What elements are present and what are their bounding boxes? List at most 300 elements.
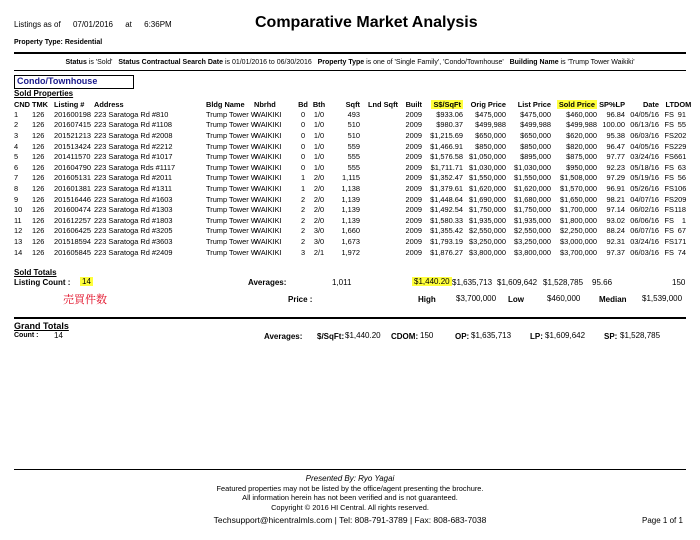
col-header: Sqft <box>345 100 360 109</box>
criteria-ptype-text: is one of 'Single Family', 'Condo/Townhouse' <box>364 59 504 66</box>
table-cell: $3,800,000 <box>514 247 551 257</box>
table-cell: Trump Tower W <box>206 120 258 130</box>
page-title: Comparative Market Analysis <box>255 14 478 31</box>
table-cell: Trump Tower W <box>206 109 258 119</box>
table-cell: 223 Saratoga Rd #2409 <box>94 247 173 257</box>
sold-totals-heading: Sold Totals <box>14 268 57 277</box>
table-cell: Trump Tower W <box>206 183 258 193</box>
table-cell: 1,139 <box>341 215 360 225</box>
table-cell: $850,000 <box>475 141 506 151</box>
table-cell: 559 <box>347 141 360 151</box>
section-label: Condo/Townhouse <box>17 76 98 86</box>
grand-lp-label: LP: <box>530 332 543 341</box>
table-cell: 1/0 <box>313 152 325 162</box>
table-cell <box>360 247 398 258</box>
table-cell: 1 <box>300 173 306 183</box>
table-cell: 209 <box>674 194 687 204</box>
table-cell: $475,000 <box>475 109 506 119</box>
presented-by: Presented By: Ryo Yagai <box>305 474 395 483</box>
col-header: List Price <box>517 100 551 109</box>
table-cell: $933.06 <box>436 109 463 119</box>
col-header: Bldg Name <box>206 100 245 109</box>
table-cell: $3,000,000 <box>560 236 597 246</box>
table-cell: $1,492.54 <box>430 205 463 215</box>
table-cell: 0 <box>300 120 306 130</box>
table-cell: $3,250,000 <box>469 236 506 246</box>
table-cell: 0 <box>300 162 306 172</box>
table-cell: $1,711.71 <box>430 162 463 172</box>
table-cell: 201601381 <box>54 183 91 193</box>
table-cell: 4 <box>14 141 19 151</box>
table-cell: $1,800,000 <box>560 215 597 225</box>
table-cell: 2 <box>300 236 306 246</box>
divider <box>14 317 686 319</box>
criteria-status-text: is 'Sold' <box>86 59 113 66</box>
table-cell: FS <box>664 194 674 204</box>
col-header: Built <box>405 100 422 109</box>
table-body <box>14 109 686 257</box>
table-cell: 8 <box>14 183 19 193</box>
table-cell: 98.21 <box>606 194 625 204</box>
table-row <box>14 109 686 120</box>
table-cell: $1,750,000 <box>469 205 506 215</box>
table-cell: 1 <box>681 215 686 225</box>
grand-cdom-label: CDOM: <box>391 332 419 341</box>
table-cell: WAIKIKI <box>254 162 282 172</box>
grand-ssqft-value: $1,440.20 <box>345 331 381 340</box>
listing-count-value <box>80 277 93 286</box>
listings-as-of-label: Listings as of <box>14 20 61 29</box>
table-cell: 06/06/16 <box>630 215 659 225</box>
table-cell <box>360 141 398 152</box>
table-row <box>14 120 686 131</box>
sold-price-highlight: Sold Price <box>558 100 595 109</box>
table-cell: $1,508,000 <box>560 173 597 183</box>
col-header: Bth <box>312 100 326 109</box>
table-cell: Trump Tower W <box>206 173 258 183</box>
table-cell: $980.37 <box>436 120 463 130</box>
table-cell: WAIKIKI <box>254 130 282 140</box>
criteria-date-label: Status Contractual Search Date <box>118 59 223 66</box>
table-cell: 2/0 <box>313 183 325 193</box>
table-cell: $1,793.19 <box>430 236 463 246</box>
table-cell: 1,139 <box>341 205 360 215</box>
table-cell: 229 <box>674 141 687 151</box>
table-cell: 223 Saratoga Rd #1017 <box>94 152 173 162</box>
col-header-sold-price <box>551 98 597 109</box>
table-cell: $1,466.91 <box>430 141 463 151</box>
table-row <box>14 204 686 215</box>
grand-op-value: $1,635,713 <box>471 331 512 340</box>
property-type: Property Type: Residential <box>14 39 103 46</box>
divider <box>14 52 686 54</box>
col-header: Orig Price <box>470 100 506 109</box>
col-header: LT <box>665 100 674 109</box>
table-cell: FS <box>664 236 674 246</box>
table-cell: 223 Saratoga Rd #1311 <box>94 183 172 193</box>
table-cell: FS <box>664 141 674 151</box>
table-cell: 06/02/16 <box>630 205 659 215</box>
table-cell: 223 Saratoga Rd #1803 <box>94 215 173 225</box>
table-row <box>14 130 686 141</box>
table-cell: 201600474 <box>54 205 91 215</box>
table-cell <box>360 130 398 141</box>
table-cell: 74 <box>677 247 686 257</box>
table-cell: 223 Saratoga Rd #3603 <box>94 236 173 246</box>
table-cell: 95.38 <box>606 130 625 140</box>
avg-orig-price: $1,635,713 <box>452 278 493 287</box>
table-cell <box>360 162 398 173</box>
report-meta <box>14 20 172 29</box>
table-cell: 03/24/16 <box>630 236 659 246</box>
table-cell: $1,690,000 <box>469 194 506 204</box>
table-cell: 223 Saratoga Rd #810 <box>94 109 169 119</box>
table-row <box>14 151 686 162</box>
avg-dom: 150 <box>672 278 686 287</box>
table-cell: 63 <box>677 162 686 172</box>
footer-disclaimer-1: Featured properties may not be listed by the office/agent presenting the brochure. <box>216 484 484 493</box>
table-cell: Trump Tower W <box>206 215 258 225</box>
footer-disclaimer-2: All information herein has not been verified and is not guaranteed. <box>242 493 458 502</box>
table-row <box>14 183 686 194</box>
at-label: at <box>125 20 132 29</box>
table-cell: 92.23 <box>606 162 625 172</box>
table-cell: 126 <box>32 194 45 204</box>
table-cell: 2/0 <box>313 173 325 183</box>
table-cell: FS <box>664 205 674 215</box>
averages-label: Averages: <box>248 278 287 287</box>
table-cell: $1,352.47 <box>430 173 463 183</box>
table-cell: WAIKIKI <box>254 226 282 236</box>
table-cell: 1,139 <box>341 194 360 204</box>
table-cell: Trump Tower W <box>206 205 258 215</box>
high-label: High <box>418 295 436 304</box>
divider <box>14 469 686 470</box>
table-cell: 2 <box>300 226 306 236</box>
report-date: 07/01/2016 <box>72 20 113 29</box>
table-cell: 1/0 <box>313 109 325 119</box>
table-cell: $499,988 <box>520 120 551 130</box>
table-cell: 97.14 <box>606 205 625 215</box>
low-value: $460,000 <box>547 294 581 303</box>
table-cell: WAIKIKI <box>254 141 282 151</box>
table-cell: 2009 <box>405 183 422 193</box>
table-cell: 1,660 <box>341 226 360 236</box>
table-cell: 126 <box>32 173 45 183</box>
table-cell: 201605845 <box>54 247 91 257</box>
table-cell <box>360 226 398 237</box>
listing-count-label: Listing Count : <box>14 278 71 287</box>
table-cell: 0 <box>300 109 306 119</box>
high-value: $3,700,000 <box>456 294 497 303</box>
low-label: Low <box>508 295 524 304</box>
table-cell: $499,988 <box>566 120 597 130</box>
grand-cdom-value: 150 <box>420 331 434 340</box>
table-cell: 04/07/16 <box>630 194 659 204</box>
table-cell: 14 <box>14 247 23 257</box>
table-cell: $650,000 <box>520 130 551 140</box>
table-cell: FS <box>664 130 674 140</box>
table-cell: 11 <box>14 215 22 225</box>
table-cell: $1,379.61 <box>430 183 463 193</box>
col-header: Bd <box>298 100 308 109</box>
criteria-date-text: is 01/01/2016 to 06/30/2016 <box>223 59 312 66</box>
page-number: Page 1 of 1 <box>642 516 683 525</box>
criteria-building-label: Building Name <box>509 59 559 66</box>
table-cell: $1,935,000 <box>514 215 551 225</box>
table-cell: 201518594 <box>54 236 91 246</box>
table-cell: 92.31 <box>606 236 625 246</box>
table-cell: 56 <box>677 173 686 183</box>
table-cell: FS <box>664 247 674 257</box>
table-cell: 223 Saratoga Rd #1303 <box>94 205 173 215</box>
table-cell: $620,000 <box>566 130 597 140</box>
table-cell: $1,876.27 <box>430 247 463 257</box>
table-cell: 661 <box>674 152 687 162</box>
table-cell: $1,030,000 <box>514 162 551 172</box>
table-cell: 2 <box>300 215 306 225</box>
footer-contact: Techsupport@hicentralmls.com | Tel: 808-791-3789 | Fax: 808-683-7038 <box>213 515 487 525</box>
table-cell: 2009 <box>405 109 422 119</box>
col-header: Date <box>642 100 659 109</box>
table-cell: 223 Saratoga Rd #2008 <box>94 130 173 140</box>
table-cell: WAIKIKI <box>254 183 282 193</box>
avg-ssqft-highlight: $1,440.20 <box>414 277 450 286</box>
table-cell: $1,030,000 <box>469 162 506 172</box>
table-cell: $1,050,000 <box>469 152 506 162</box>
table-cell: $2,550,000 <box>469 226 506 236</box>
criteria-ptype-label: Property Type <box>317 59 365 66</box>
table-cell: 2/0 <box>313 194 325 204</box>
table-cell: 1,673 <box>341 236 360 246</box>
table-cell: 126 <box>32 205 45 215</box>
table-cell: 0 <box>300 130 306 140</box>
table-cell: 93.02 <box>606 215 625 225</box>
table-cell: 96.84 <box>606 109 625 119</box>
table-header-row <box>14 98 686 109</box>
table-cell: 223 Saratoga Rd #3205 <box>94 226 173 236</box>
table-cell: 126 <box>32 226 45 236</box>
table-cell: 171 <box>674 236 687 246</box>
table-cell: WAIKIKI <box>254 194 282 204</box>
table-cell: WAIKIKI <box>254 152 282 162</box>
col-header: Address <box>94 100 124 109</box>
table-cell: Trump Tower W <box>206 236 258 246</box>
table-cell: 126 <box>32 247 45 257</box>
table-cell: $1,355.42 <box>430 226 463 236</box>
table-cell: 03/24/16 <box>630 152 659 162</box>
table-cell: 06/13/16 <box>630 120 659 130</box>
table-cell: 201604790 <box>54 162 91 172</box>
table-cell: 6 <box>14 162 19 172</box>
avg-list-price: $1,609,642 <box>497 278 538 287</box>
table-cell: FS <box>664 120 674 130</box>
table-cell: 96.47 <box>606 141 625 151</box>
table-cell: $2,250,000 <box>560 226 597 236</box>
table-cell: 2009 <box>405 152 422 162</box>
col-header: Lnd Sqft <box>368 100 398 109</box>
table-cell: $3,700,000 <box>560 247 597 257</box>
table-cell: $1,215.69 <box>430 130 463 140</box>
table-cell: 2009 <box>405 130 422 140</box>
table-cell: 2 <box>14 120 19 130</box>
table-cell <box>360 183 398 194</box>
table-cell: WAIKIKI <box>254 109 282 119</box>
table-cell: 0 <box>300 152 306 162</box>
table-cell: $1,550,000 <box>469 173 506 183</box>
search-criteria <box>0 59 700 66</box>
table-cell: 126 <box>32 130 45 140</box>
table-cell: 201600198 <box>54 109 91 119</box>
table-cell: 202 <box>674 130 687 140</box>
table-cell: Trump Tower W <box>206 226 258 236</box>
table-cell: Trump Tower W <box>206 194 258 204</box>
table-cell: 2009 <box>405 141 422 151</box>
table-row <box>14 194 686 205</box>
table-cell: FS <box>664 109 674 119</box>
table-cell: $1,935,000 <box>469 215 506 225</box>
table-cell: 126 <box>32 183 45 193</box>
table-cell: 05/26/16 <box>630 183 659 193</box>
table-row <box>14 173 686 184</box>
table-cell: 126 <box>32 215 45 225</box>
listings-table <box>14 98 692 257</box>
table-cell: 201605131 <box>54 173 91 183</box>
grand-averages-label: Averages: <box>264 332 303 341</box>
table-cell: 0 <box>300 141 306 151</box>
table-cell: $850,000 <box>520 141 551 151</box>
table-cell: Trump Tower W <box>206 247 258 257</box>
table-cell: $895,000 <box>520 152 551 162</box>
table-cell: 2 <box>300 205 306 215</box>
sold-properties-heading: Sold Properties <box>14 89 74 98</box>
table-cell: 06/03/16 <box>630 130 659 140</box>
table-cell: WAIKIKI <box>254 215 282 225</box>
table-cell: 5 <box>14 152 19 162</box>
table-cell: 2009 <box>405 205 422 215</box>
table-cell: 10 <box>14 205 23 215</box>
table-cell: 2009 <box>405 236 422 246</box>
table-cell: 106 <box>674 183 687 193</box>
table-cell: 1 <box>300 183 306 193</box>
avg-sqft: 1,011 <box>332 278 352 287</box>
avg-sold-price: $1,528,785 <box>543 278 584 287</box>
col-header: Nbrhd <box>254 100 276 109</box>
table-cell: $650,000 <box>475 130 506 140</box>
table-cell: $1,620,000 <box>469 183 506 193</box>
table-cell: WAIKIKI <box>254 120 282 130</box>
table-cell: $1,570,000 <box>560 183 597 193</box>
table-cell: 223 Saratoga Rd #1603 <box>94 194 173 204</box>
handwritten-note: 売買件数 <box>63 294 107 306</box>
table-cell: Trump Tower W <box>206 141 258 151</box>
table-cell: 06/03/16 <box>630 247 659 257</box>
table-cell: 2/1 <box>313 247 325 257</box>
table-cell: 555 <box>347 152 360 162</box>
table-cell: WAIKIKI <box>254 205 282 215</box>
table-cell: 2 <box>300 194 306 204</box>
table-cell: Trump Tower W <box>206 162 258 172</box>
price-label: Price : <box>288 295 313 304</box>
table-cell: $460,000 <box>566 109 597 119</box>
table-cell: 1 <box>14 109 19 119</box>
table-cell: 2009 <box>405 226 422 236</box>
table-cell: 1,115 <box>342 173 360 183</box>
table-cell: 223 Saratoga Rds #1117 <box>94 162 176 172</box>
table-cell: 1/0 <box>313 120 325 130</box>
table-cell: 126 <box>32 236 45 246</box>
table-cell: $1,620,000 <box>514 183 551 193</box>
table-cell: 91 <box>677 109 686 119</box>
table-cell <box>360 204 398 215</box>
table-cell: 201607415 <box>54 120 91 130</box>
grand-op-label: OP: <box>455 332 470 341</box>
table-cell: $3,800,000 <box>469 247 506 257</box>
table-cell: 3/0 <box>313 226 325 236</box>
table-cell: 126 <box>32 141 45 151</box>
table-row <box>14 141 686 152</box>
grand-sp-label: SP: <box>604 332 618 341</box>
col-header-ssqft <box>422 98 463 109</box>
table-cell: 201411570 <box>54 152 91 162</box>
table-cell: FS <box>664 152 674 162</box>
table-row <box>14 162 686 173</box>
table-cell: 2009 <box>405 162 422 172</box>
table-cell: $1,700,000 <box>560 205 597 215</box>
table-cell: 55 <box>677 120 686 130</box>
table-cell: 2009 <box>405 120 422 130</box>
table-cell: 2009 <box>405 173 422 183</box>
avg-splp: 95.66 <box>592 278 613 287</box>
table-cell: 1/0 <box>313 130 325 140</box>
table-cell: 05/18/16 <box>630 162 659 172</box>
criteria-building-text: is 'Trump Tower Waikiki' <box>558 59 635 66</box>
footer-copyright: Copyright © 2016 HI Central. All rights reserved. <box>271 503 429 512</box>
grand-count-value: 14 <box>54 331 63 340</box>
table-cell: 9 <box>14 194 19 204</box>
table-cell: Trump Tower W <box>206 130 258 140</box>
median-value: $1,539,000 <box>642 294 683 303</box>
table-cell: 1,138 <box>341 183 360 193</box>
table-cell: 06/07/16 <box>630 226 659 236</box>
table-cell: 2/0 <box>313 215 325 225</box>
criteria-status-label: Status <box>65 59 87 66</box>
table-cell: $1,680,000 <box>514 194 551 204</box>
table-cell: 96.91 <box>606 183 625 193</box>
table-cell: 1,972 <box>341 247 360 257</box>
table-cell: 223 Saratoga Rd #1108 <box>94 120 172 130</box>
table-cell: 555 <box>347 162 360 172</box>
table-cell <box>360 194 398 205</box>
table-cell <box>360 173 398 184</box>
table-cell: 3 <box>14 130 19 140</box>
median-label: Median <box>599 295 627 304</box>
table-cell: 97.77 <box>606 152 625 162</box>
table-cell: 126 <box>32 109 45 119</box>
grand-sp-value: $1,528,785 <box>620 331 661 340</box>
table-cell <box>360 236 398 247</box>
table-cell: 118 <box>674 205 686 215</box>
ssqft-highlight: S$/SqFt <box>433 100 461 109</box>
table-cell: $3,250,000 <box>514 236 551 246</box>
table-cell: 2009 <box>405 215 422 225</box>
table-cell: WAIKIKI <box>254 236 282 246</box>
table-cell: 05/19/16 <box>630 173 659 183</box>
table-cell: 3 <box>300 247 306 257</box>
table-cell: 2/0 <box>313 205 325 215</box>
col-header: DOM <box>674 100 692 109</box>
table-cell: $1,650,000 <box>560 194 597 204</box>
